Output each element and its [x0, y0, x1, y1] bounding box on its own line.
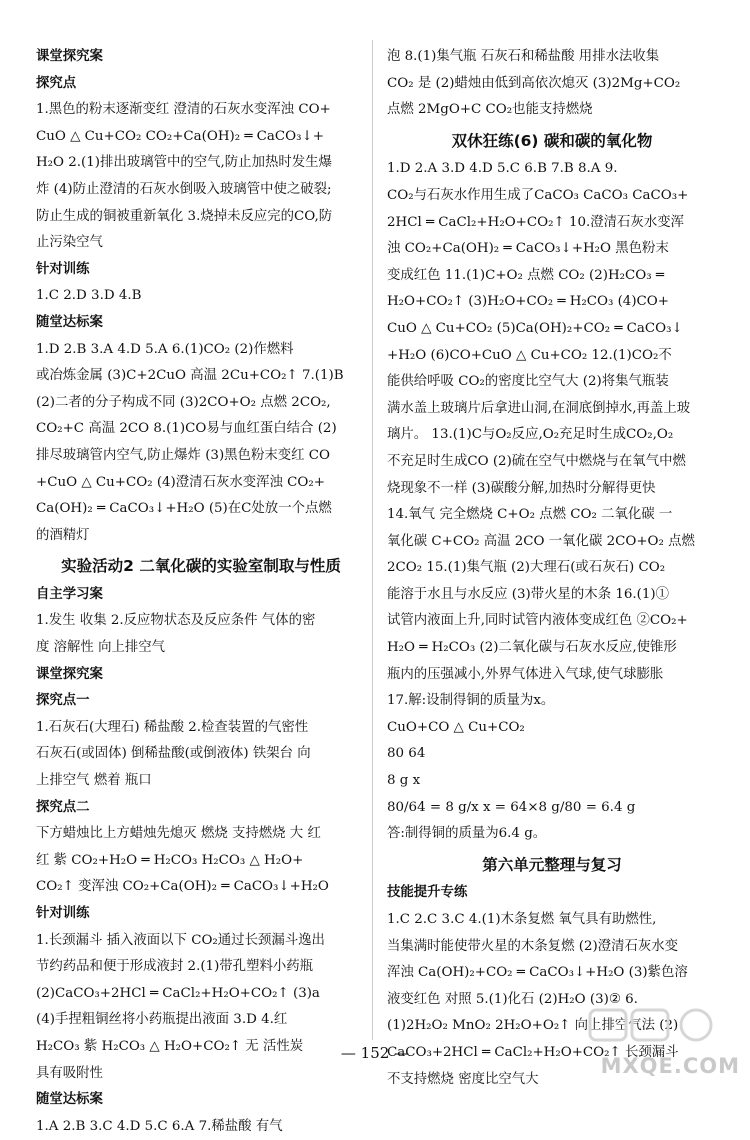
- answer-line: CuO △ Cu+CO₂ CO₂+Ca(OH)₂ ═ CaCO₃↓+: [36, 128, 324, 144]
- answer-line: 点燃 2MgO+C CO₂也能支持燃烧: [387, 102, 593, 118]
- answer-line: CuO △ Cu+CO₂ (5)Ca(OH)₂+CO₂ ═ CaCO₃↓: [387, 320, 683, 336]
- answer-line: 排尽玻璃管内空气,防止爆炸 (3)黑色粉末变红 CO: [36, 447, 330, 463]
- answer-line: (2)CaCO₃+2HCl ═ CaCl₂+H₂O+CO₂↑ (3)a: [36, 985, 320, 1001]
- answer-line: 度 溶解性 向上排空气: [36, 640, 166, 656]
- answer-line: 1.C 2.D 3.D 4.B: [36, 288, 142, 304]
- answer-line: 1.发生 收集 2.反应物状态及反应条件 气体的密: [36, 613, 316, 629]
- answer-line: 80/64 = 8 g/x x = 64×8 g/80 = 6.4 g: [387, 799, 636, 815]
- answer-line: 1.石灰石(大理石) 稀盐酸 2.检查装置的气密性: [36, 719, 309, 735]
- answer-line: CO₂ 是 (2)蜡烛由低到高依次熄灭 (3)2Mg+CO₂: [387, 75, 681, 91]
- answer-line: 不支持燃烧 密度比空气大: [387, 1071, 539, 1087]
- subsection-label: 技能提升专练: [387, 885, 468, 901]
- answer-line: 液变红色 对照 5.(1)化石 (2)H₂O (3)② 6.: [387, 991, 638, 1007]
- subsection-label: 探究点一: [36, 693, 90, 709]
- answer-line: 不充足时生成CO (2)硫在空气中燃烧与在氧气中燃: [387, 453, 686, 469]
- answer-line: 当集满时能使带火星的木条复燃 (2)澄清石灰水变: [387, 938, 679, 954]
- answer-line: 节约药品和便于形成液封 2.(1)带孔塑料小药瓶: [36, 959, 314, 975]
- answer-line: 1.C 2.C 3.C 4.(1)木条复燃 氧气具有助燃性,: [387, 912, 657, 927]
- answer-line: 变成红色 11.(1)C+O₂ 点燃 CO₂ (2)H₂CO₃ ═: [387, 267, 664, 283]
- answer-line: 下方蜡烛比上方蜡烛先熄灭 燃烧 支持燃烧 大 红: [36, 826, 321, 842]
- answer-line: 烧现象不一样 (3)碳酸分解,加热时分解得更快: [387, 480, 656, 496]
- answer-line: CO₂+C 高温 2CO 8.(1)CO易与血红蛋白结合 (2): [36, 421, 337, 437]
- answer-line: 17.解:设制得铜的质量为x。: [387, 693, 555, 709]
- subsection-label: 课堂探究案: [36, 666, 103, 682]
- answer-line: 炸 (4)防止澄清的石灰水倒吸入玻璃管中使之破裂;: [36, 181, 332, 197]
- section-heading: 第六单元整理与复习: [482, 855, 622, 874]
- subsection-label: 随堂达标案: [36, 1092, 103, 1108]
- answer-line: CaCO₃+2HCl ═ CaCl₂+H₂O+CO₂↑ 长颈漏斗: [387, 1044, 679, 1060]
- section-heading: 实验活动2 二氧化碳的实验室制取与性质: [61, 557, 341, 576]
- answer-line: CuO+CO △ Cu+CO₂: [387, 719, 525, 735]
- answer-line: 1.黑色的粉末逐渐变红 澄清的石灰水变浑浊 CO+: [36, 102, 331, 118]
- answer-line: 2HCl ═ CaCl₂+H₂O+CO₂↑ 10.澄清石灰水变浑: [387, 214, 684, 230]
- answer-line: 满水盖上玻璃片后拿进山洞,在洞底倒掉水,再盖上玻: [387, 400, 691, 416]
- answer-line: 14.氧气 完全燃烧 C+O₂ 点燃 CO₂ 二氧化碳 一: [387, 507, 673, 523]
- subsection-label: 自主学习案: [36, 586, 103, 602]
- answer-line: 或冶炼金属 (3)C+2CuO 高温 2Cu+CO₂↑ 7.(1)B: [36, 368, 344, 384]
- answer-line: +H₂O (6)CO+CuO △ Cu+CO₂ 12.(1)CO₂不: [387, 347, 672, 363]
- column-divider: [372, 40, 373, 1040]
- answer-line: H₂O 2.(1)排出玻璃管中的空气,防止加热时发生爆: [36, 155, 332, 171]
- answer-line: 1.D 2.A 3.D 4.D 5.C 6.B 7.B 8.A 9.: [387, 161, 618, 177]
- answer-line: 瓶内的压强减小,外界气体进入气球,使气球膨胀: [387, 666, 664, 682]
- answer-line: 氧化碳 C+CO₂ 高温 2CO 一氧化碳 2CO+O₂ 点燃: [387, 533, 695, 549]
- subsection-label: 探究点: [36, 75, 77, 91]
- answer-line: 能供给呼吸 CO₂的密度比空气大 (2)将集气瓶装: [387, 374, 669, 390]
- page-number: — 152 —: [340, 1044, 410, 1062]
- subsection-label: 课堂探究案: [36, 49, 103, 64]
- answer-line: 浑浊 Ca(OH)₂+CO₂ ═ CaCO₃↓+H₂O (3)紫色溶: [387, 965, 688, 981]
- answer-line: 的酒精灯: [36, 527, 90, 543]
- answer-line: 试管内液面上升,同时试管内液体变成红色 ②CO₂+: [387, 613, 688, 629]
- answer-line: 80 64: [387, 746, 426, 762]
- answer-line: 具有吸附性: [36, 1065, 103, 1081]
- right-column: [387, 44, 717, 1093]
- answer-line: CO₂与石灰水作用生成了CaCO₃ CaCO₃ CaCO₃+: [387, 187, 689, 203]
- answer-line: Ca(OH)₂ ═ CaCO₃↓+H₂O (5)在C处放一个点燃: [36, 501, 332, 517]
- answer-line: 1.A 2.B 3.C 4.D 5.C 6.A 7.稀盐酸 有气: [36, 1118, 283, 1134]
- answer-line: (2)二者的分子构成不同 (3)2CO+O₂ 点燃 2CO₂,: [36, 394, 331, 410]
- answer-line: H₂CO₃ 紫 H₂CO₃ △ H₂O+CO₂↑ 无 活性炭: [36, 1038, 304, 1054]
- answer-line: 能溶于水且与水反应 (3)带火星的木条 16.(1)①: [387, 586, 669, 602]
- answer-line: 浊 CO₂+Ca(OH)₂ ═ CaCO₃↓+H₂O 黑色粉末: [387, 241, 669, 257]
- answer-line: 石灰石(或固体) 倒稀盐酸(或倒液体) 铁架台 向: [36, 746, 311, 762]
- answer-line: 防止生成的铜被重新氧化 3.烧掉未反应完的CO,防: [36, 208, 333, 224]
- answer-line: 上排空气 燃着 瓶口: [36, 773, 152, 789]
- answer-line: CO₂↑ 变浑浊 CO₂+Ca(OH)₂ ═ CaCO₃↓+H₂O: [36, 879, 329, 895]
- watermark-text: MXQE.COM: [600, 1054, 740, 1078]
- answer-line: (4)手捏粗铜丝将小药瓶提出液面 3.D 4.红: [36, 1012, 288, 1028]
- answer-line: 止污染空气: [36, 235, 103, 251]
- answer-line: 8 g x: [387, 773, 421, 789]
- answer-line: 答:制得铜的质量为6.4 g。: [387, 826, 547, 842]
- subsection-label: 针对训练: [36, 906, 90, 921]
- answer-line: 红 紫 CO₂+H₂O ═ H₂CO₃ H₂CO₃ △ H₂O+: [36, 852, 304, 868]
- answer-line: (1)2H₂O₂ MnO₂ 2H₂O+O₂↑ 向上排空气法 (2): [387, 1018, 679, 1034]
- answer-line: 1.长颈漏斗 插入液面以下 CO₂通过长颈漏斗逸出: [36, 932, 325, 948]
- left-column: [36, 44, 366, 1140]
- answer-line: H₂O+CO₂↑ (3)H₂O+CO₂ ═ H₂CO₃ (4)CO+: [387, 294, 669, 310]
- answer-line: +CuO △ Cu+CO₂ (4)澄清石灰水变浑浊 CO₂+: [36, 474, 325, 490]
- answer-line: 璃片。 13.(1)C与O₂反应,O₂充足时生成CO₂,O₂: [387, 427, 674, 443]
- answer-line: 泡 8.(1)集气瓶 石灰石和稀盐酸 用排水法收集: [387, 49, 660, 64]
- answer-line: H₂O ═ H₂CO₃ (2)二氧化碳与石灰水反应,使锥形: [387, 640, 677, 656]
- subsection-label: 针对训练: [36, 261, 90, 277]
- subsection-label: 探究点二: [36, 799, 90, 815]
- answer-line: 1.D 2.B 3.A 4.D 5.A 6.(1)CO₂ (2)作燃料: [36, 341, 294, 357]
- section-heading: 双休狂练(6) 碳和碳的氧化物: [451, 131, 653, 150]
- subsection-label: 随堂达标案: [36, 314, 103, 330]
- answer-line: 2CO₂ 15.(1)集气瓶 (2)大理石(或石灰石) CO₂: [387, 560, 666, 576]
